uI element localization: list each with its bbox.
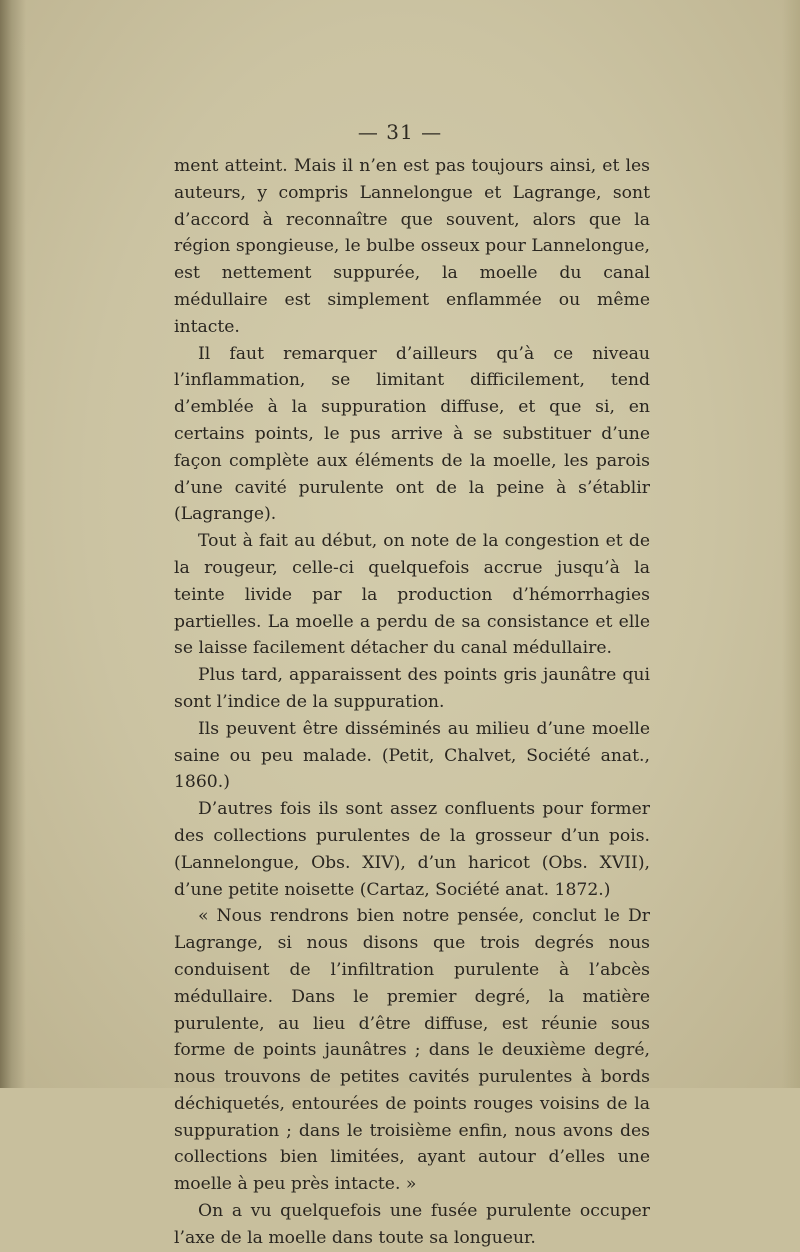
binding-shadow xyxy=(0,0,26,1088)
paragraph: Tout à fait au début, on note de la congestion et de la rougeur, celle-ci quelquefois accrue jusqu’à la teinte livide par la production d’hémorrhagies partielles. La moelle a perdu de sa consistance et elle se laisse facilement détacher du canal médullaire. xyxy=(174,531,650,659)
page-edge xyxy=(782,0,800,1088)
paragraph: D’autres fois ils sont assez confluents pour former des collections purulentes de la grosseur d’un pois. (Lannelongue, Obs. XIV), d’un haricot (Obs. XVII), d’une petite noisette (Cartaz, Société anat. 1872.) xyxy=(174,799,650,900)
paragraph: Il faut remarquer d’ailleurs qu’à ce niveau l’inflammation, se limitant difficilement, tend d’emblée à la suppuration diffuse, et que si, en certains points, le pus arrive à se substituer d’une façon complète aux éléments de la moelle, les parois d’une cavité purulente ont de la peine à s’établir (Lagrange). xyxy=(174,343,650,525)
paragraph: On a vu quelquefois une fusée purulente occuper l’axe de la moelle dans toute sa longueur. xyxy=(174,1201,650,1248)
paragraph: « Nous rendrons bien notre pensée, conclut le Dr Lagrange, si nous disons que trois degrés nous conduisent de l’infiltration purulente à l’abcès médullaire. Dans le premier degré, la matière purulente, au lieu d’être diffuse, est réunie sous forme de points jaunâtres ; dans le deuxième degré, nous trouvons de petites cavités purulentes à bords déchiquetés, entourées de points rouges voisins de la suppuration ; dans le troisième enfin, nous avons des collections bien limitées, ayant autour d’elles une moelle à peu près intacte. » xyxy=(174,906,650,1195)
paragraph: Ils peuvent être disséminés au milieu d’une moelle saine ou peu malade. (Petit, Chalvet, Société anat., 1860.) xyxy=(174,718,650,793)
page-number: — 31 — xyxy=(357,120,443,144)
paragraph: ment atteint. Mais il n’en est pas toujours ainsi, et les auteurs, y compris Lannelongue et Lagrange, sont d’accord à reconnaître que souvent, alors que la région spongieuse, le bulbe osseux pour Lannelongue, est nettement suppurée, la moelle du canal médullaire est simplement enflammée ou même intacte. xyxy=(174,156,650,337)
body-text xyxy=(174,153,650,1252)
paragraph: Plus tard, apparaissent des points gris jaunâtre qui sont l’indice de la suppuration. xyxy=(174,665,650,712)
